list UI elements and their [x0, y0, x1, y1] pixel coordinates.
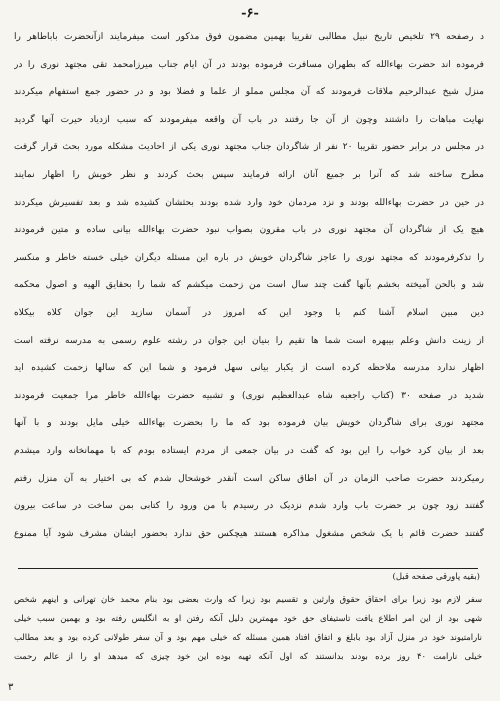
- text-line: رمیکردند حضرت صاحب الزمان در آن اطاق ساکن است آنقدر خوشحال شدم که بی اختیار به آن منزل رفتم: [14, 473, 484, 484]
- main-text-body: [14, 24, 484, 548]
- text-line: از زینت دانش وعلم بیبهره است شما ها تقیم را بنیان این جوان در رشته علوم رسمی به مدرسه نرفته است: [14, 335, 484, 346]
- text-line: مجتهد نوری برای شاگردان خویش بیان فرموده بود که ما را بحضرت بهاءالله خیلی مایل بودند و با آنها: [14, 418, 484, 429]
- text-line: شد و بالحن آمیخته بخشم بآنها گفت چند سال است من زحمت میکشم که شما را بحقایق الهیه و اصول محکمه: [14, 280, 484, 291]
- footnote-heading: (بقیه پاورقی صفحه قبل): [392, 572, 480, 582]
- text-line: خیلی نارامت ۴۰ روز برده بودند بدانستند که اول آنکه تهیه بوده این خود چیزی که میدهد او را از عالم رحمت: [14, 651, 482, 661]
- text-line: دین مبین اسلام آشنا کنم با وجود این که امروز در آسمان سازید این جوان کلاه بیکلاه: [14, 307, 484, 318]
- text-line: گفتند حضرت قائم با یک شخص مشغول مذاکره هستند هیچکس حق ندارد بحضور ایشان مشرف شود آیا ممنوع: [14, 528, 484, 539]
- text-line: در مجلس در برابر حضور تقریبا ۲۰ نفر از شاگردان جناب مجتهد نوری یکی از احادیث مشکله مورد بحث قرار گرفت: [14, 142, 484, 153]
- text-line: شهی بود از این امر اطلاع یافت تاستیفای حق خود مهمترین دلیل آنکه رفتن او به انگلیس رفته بود و بهمین سبب خیلی: [14, 613, 482, 623]
- text-line: اظهار ندارد مدرسه ملاحظه کرده است از یکبار بیانی سهل فرمود و شما این که سالها زحمت کشیده اید: [14, 363, 484, 374]
- footnote-body: [14, 590, 482, 666]
- text-line: در حین در حضرت بهاءالله بودند و نزد مردمان خود وارد شده بودند بحثشان کشیده شد و بعد تفسیرش میکردند: [14, 197, 484, 208]
- text-line: شدید در صفحه ۳۰ (کتاب راجعبه شاه عبدالعظیم نوری) و تشبیه حضرت بهاءالله خاطر مرا جمعیت فرمودند: [14, 390, 484, 401]
- text-line: فرموده اند حضرت بهاءالله که بطهران مسافرت فرموده بودند در آن ایام جناب میرزامحمد تقی مجتهد نوری را در: [14, 59, 484, 70]
- text-line: نارامتیوند خود در منزل آزاد بود بابلغ و اتفاق افتاد همین مسئله که خیلی مهم بود و آن سفر طولانی کرده بود و بعد مطالب: [14, 632, 482, 642]
- text-line: مطرح ساخته شد که آنرا بر جمیع آنان ارائه فرمایند سپس بحث کردند و نظر خویش را اظهار نمایند: [14, 169, 484, 180]
- corner-mark: ۳: [8, 682, 14, 693]
- text-line: بعد از بیان کرد خواب را این بود که گفت در بیان جمعی از مردم ایستاده بودم که با مهمانخانه وارد میشدم: [14, 445, 484, 456]
- text-line: هیچ یک از شاگردان آن مجتهد نوری در باب مقرون بصواب نبود حضرت بهاءالله بیانی ساده و متین فرمودند: [14, 225, 484, 236]
- text-line: د رصفحه ۲۹ تلخیص تاریخ نبیل مطالبی تقریبا بهمین مضمون فوق مذکور است میفرمایند ازآنحضرت باباطاهر را: [14, 32, 484, 42]
- text-line: منزل شیخ عبدالرحیم ملاقات فرمودند که آن مجلس مملو از علما و فضلا بود و در حضور جمع استفهام میکردند: [14, 87, 484, 98]
- text-line: را تذکرفرمودند که مجتهد نوری را عاجز شاگردان خویش در باره این مسئله دیگران خیلی خسته خاطر و منکسر: [14, 252, 484, 263]
- footnote-divider: [18, 568, 478, 569]
- text-line: سفر لازم بود زیرا برای احقاق حقوق وارثین و تقسیم بود زیرا که وارث بعضی بود بنام محمد خان تهرانی و اینهم شخص: [14, 594, 482, 604]
- text-line: نهایت مباهات را داشتند وچون از آن جا رفتند در باب آن واقعه میفرمودند که سبب ازدیاد حیرت آنها گردید: [14, 114, 484, 125]
- page-number: -۶-: [241, 6, 259, 21]
- text-line: گفتند زود چون بر حضرت باب وارد شدم نزدیک در رسیدم با من ورود را کتابی بمن ساخت در ساعت بیرون: [14, 501, 484, 512]
